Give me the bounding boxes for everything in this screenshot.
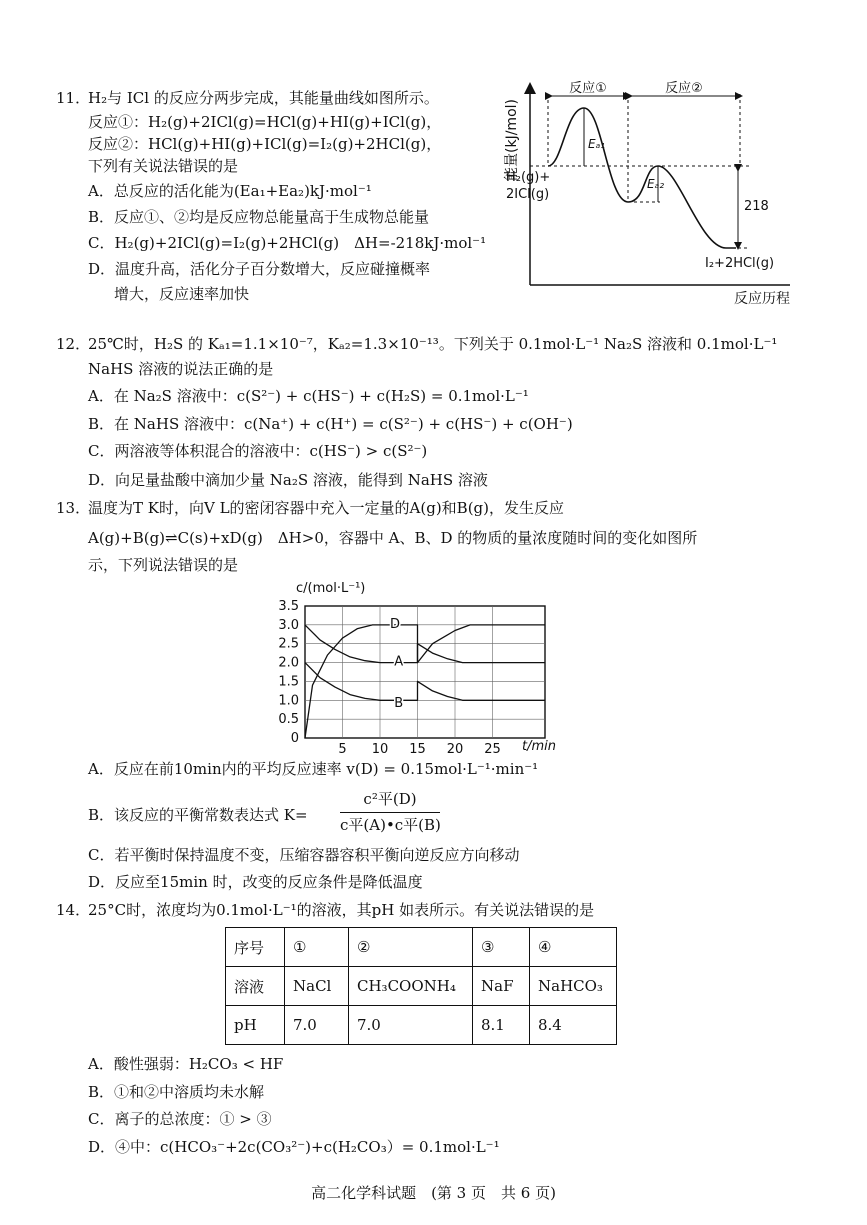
q13-line2: A(g)+B(g)⇌C(s)+xD(g) ΔH>0，容器中 A、B、D 的物质的量浓度随时间的变化如图所	[88, 529, 698, 547]
y-tick-label: 1.5	[278, 674, 299, 690]
table-cell: NaCl	[285, 967, 349, 1006]
product-label: I₂+2HCl(g)	[705, 256, 775, 271]
y-tick-label: 3.5	[278, 599, 299, 614]
x-tick-label: 10	[371, 742, 389, 755]
table-cell: 7.0	[285, 1006, 349, 1045]
table-cell: pH	[226, 1006, 285, 1045]
ph-table	[225, 927, 617, 1045]
table-cell: ④	[530, 928, 617, 967]
energy-curve	[548, 108, 736, 248]
q14-stem: 25°C时，浓度均为0.1mol·L⁻¹的溶液，其pH 如表所示。有关说法错误的是	[88, 901, 595, 919]
chart-frame	[305, 606, 545, 738]
chart-x-axis-label: t/min	[522, 739, 556, 754]
q11-stem: H₂与 ICl 的反应分两步完成，其能量曲线如图所示。	[88, 89, 439, 107]
q12-option-b: B．在 NaHS 溶液中：c(Na⁺) + c(H⁺) = c(S²⁻) + c(HS⁻) + c(OH⁻)	[88, 415, 573, 433]
series-label-A: A	[394, 654, 404, 670]
q13-option-c: C．若平衡时保持温度不变，压缩容器容积平衡向逆反应方向移动	[88, 846, 520, 864]
y-axis-label: 能量(kJ/mol)	[504, 99, 520, 181]
concentration-chart	[260, 580, 570, 755]
q13-line1: 温度为T K时，向V L的密闭容器中充入一定量的A(g)和B(g)，发生反应	[88, 499, 565, 517]
q13-line3: 示，下列说法错误的是	[88, 556, 239, 574]
q12-option-c: C．两溶液等体积混合的溶液中：c(HS⁻) > c(S²⁻)	[88, 442, 428, 460]
chart-y-axis-label: c/(mol·L⁻¹)	[296, 581, 366, 596]
table-cell: 溶液	[226, 967, 285, 1006]
y-tick-label: 1.0	[278, 693, 299, 709]
table-cell: NaF	[473, 967, 530, 1006]
x-tick-label: 20	[446, 742, 464, 755]
chart-grid	[305, 606, 545, 738]
q11-option-b: B．反应①、②均是反应物总能量高于生成物总能量	[88, 208, 430, 226]
table-cell: 序号	[226, 928, 285, 967]
table-row	[226, 928, 617, 967]
q11-option-d-line2: 增大，反应速率加快	[114, 285, 250, 303]
table-row	[226, 1006, 617, 1045]
series-label-D: D	[389, 616, 401, 632]
stage2-label: 反应②	[665, 81, 703, 96]
chart-series-labels	[390, 617, 403, 711]
q13-option-b-denominator: c平(A)•c平(B)	[340, 816, 441, 834]
table-cell: 8.4	[530, 1006, 617, 1045]
x-tick-label: 15	[409, 742, 426, 755]
q14-number: 14．	[56, 901, 91, 919]
q11-reaction-1: 反应①：H₂(g)+2ICl(g)=HCl(g)+HI(g)+ICl(g)，	[88, 113, 442, 131]
stage1-label: 反应①	[569, 81, 607, 96]
q12-number: 12．	[56, 335, 91, 353]
q11-option-a: A．总反应的活化能为(Ea₁+Ea₂)kJ·mol⁻¹	[88, 182, 372, 200]
q12-option-a: A．在 Na₂S 溶液中：c(S²⁻) + c(HS⁻) + c(H₂S) = 0.1mol·L⁻¹	[88, 387, 529, 405]
table-cell: 7.0	[349, 1006, 473, 1045]
q14-option-d: D．④中：c(HCO₃⁻+2c(CO₃²⁻)+c(H₂CO₃）= 0.1mol·L⁻¹	[88, 1138, 500, 1156]
table-row	[226, 967, 617, 1006]
ea2-label: Eₐ₂	[647, 177, 665, 191]
ea1-label: Eₐ₁	[588, 137, 606, 151]
q11-option-c: C．H₂(g)+2ICl(g)=I₂(g)+2HCl(g) ΔH=-218kJ·mol⁻¹	[88, 234, 487, 252]
q12-line2: NaHS 溶液的说法正确的是	[88, 360, 274, 378]
table-cell: 8.1	[473, 1006, 530, 1045]
table-cell: CH₃COONH₄	[349, 967, 473, 1006]
q14-option-a: A．酸性强弱：H₂CO₃ < HF	[88, 1055, 284, 1073]
y-tick-label: 0	[290, 731, 299, 746]
q12-option-d: D．向足量盐酸中滴加少量 Na₂S 溶液，能得到 NaHS 溶液	[88, 471, 488, 489]
y-tick-label: 3.0	[278, 617, 299, 633]
x-axis-label: 反应历程	[734, 291, 790, 307]
x-tick-label: 5	[338, 742, 347, 755]
table-cell: ③	[473, 928, 530, 967]
q14-option-c: C．离子的总浓度：① > ③	[88, 1110, 272, 1128]
q14-option-b: B．①和②中溶质均未水解	[88, 1083, 265, 1101]
series-label-B: B	[394, 696, 404, 712]
reactant-label-1: H₂(g)+	[506, 170, 551, 185]
q12-line1: 25℃时，H₂S 的 Kₐ₁=1.1×10⁻⁷，Kₐ₂=1.3×10⁻¹³。下列关于 0.1mol·L⁻¹ Na₂S 溶液和 0.1mol·L⁻¹	[88, 335, 778, 353]
y-tick-label: 0.5	[278, 712, 299, 728]
reactant-label-2: 2ICl(g)	[506, 187, 550, 202]
q13-number: 13．	[56, 499, 91, 517]
x-tick-label: 25	[484, 742, 501, 755]
table-cell: ①	[285, 928, 349, 967]
table-cell: ②	[349, 928, 473, 967]
delta-h-value: 218	[744, 199, 769, 214]
q13-option-d: D．反应至15min 时，改变的反应条件是降低温度	[88, 873, 423, 891]
q11-reaction-2: 反应②：HCl(g)+HI(g)+ICl(g)=I₂(g)+2HCl(g)，	[88, 135, 442, 153]
table-cell: NaHCO₃	[530, 967, 617, 1006]
y-tick-label: 2.5	[278, 636, 299, 652]
q13-option-b-numerator: c²平(D)	[363, 790, 417, 808]
q11-number: 11．	[56, 89, 91, 107]
q13-option-a: A．反应在前10min内的平均反应速率 v(D) = 0.15mol·L⁻¹·min⁻¹	[88, 760, 539, 778]
energy-diagram	[500, 80, 800, 310]
q11-option-d-line1: D．温度升高，活化分子百分数增大，反应碰撞概率	[88, 260, 431, 278]
q11-ask: 下列有关说法错误的是	[88, 157, 239, 175]
fraction-bar	[340, 812, 440, 813]
page-footer: 高二化学科试题 (第 3 页 共 6 页)	[311, 1184, 556, 1202]
q13-option-b-prefix: B．该反应的平衡常数表达式 K=	[88, 806, 308, 824]
y-tick-label: 2.0	[278, 655, 299, 671]
